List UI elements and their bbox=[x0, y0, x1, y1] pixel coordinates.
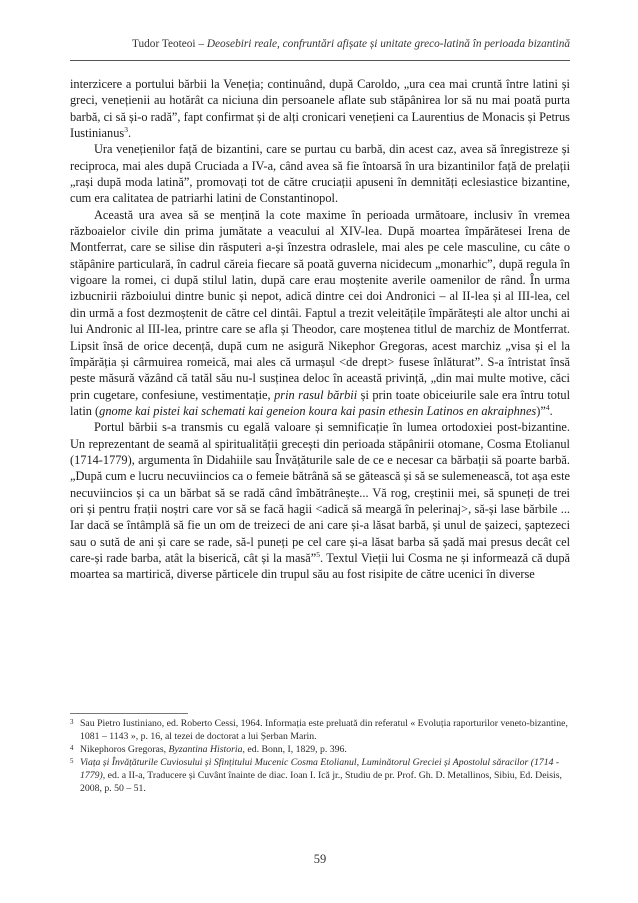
paragraph-4 bbox=[70, 419, 570, 582]
footnote-book-title: Viața și Învățăturile Cuviosului și Sfințitului Mucenic Cosma Etolianul, Luminătorul Greciei și Apostolul săracilor (1714 - 1779) bbox=[80, 756, 560, 781]
paragraph-text: . bbox=[127, 126, 132, 141]
footnote-book-title: Byzantina Historia bbox=[168, 743, 243, 755]
paragraph-text: . bbox=[549, 403, 553, 418]
running-header bbox=[70, 38, 570, 50]
footnote-ref-4[interactable]: 4 bbox=[545, 402, 550, 412]
main-text bbox=[70, 76, 570, 583]
footnote-3 bbox=[70, 718, 570, 744]
footnote-text: Nikephoros Gregoras, bbox=[80, 743, 169, 755]
paragraph-text: . Textul Vieții lui Cosma ne și informează că după moartea sa martirică, diverse părticele din trupul său au fost risipite de către ucenici în diverse bbox=[70, 550, 570, 582]
footnotes bbox=[70, 718, 570, 795]
footnote-ref-5[interactable]: 5 bbox=[316, 549, 320, 559]
footnote-number: 5 bbox=[70, 756, 74, 765]
footnote-number: 3 bbox=[70, 718, 74, 726]
paragraph-text: interzicere a portului bărbii la Veneția; continuând, după Caroldo, „ura cea mai cruntă între latini și greci, venețienii au hotărât ca niciuna din persoanele aflate sub stăpânirea lor să nu mai poată purta barbă, ci să și-o radă”, fapt confirmat și de alți cronicari venețieni ca Laurentius de Monacis și Petrus Iustinianus bbox=[70, 77, 570, 141]
page-number: 59 bbox=[313, 852, 327, 866]
footnote-separator bbox=[70, 713, 188, 714]
paragraph-text: și prin toate obiceiurile sale era întru totul latin ( bbox=[70, 387, 570, 418]
greek-transliteration: gnome kai pistei kai schemati kai geneion koura kai pasin ethesin Latinos en akraiphnes bbox=[99, 403, 537, 418]
header-author: Tudor Teoteoi – bbox=[132, 38, 207, 50]
footnote-number: 4 bbox=[70, 743, 74, 752]
paragraph-1 bbox=[70, 76, 570, 141]
footnote-4 bbox=[70, 744, 570, 757]
footnote-text: , ed. Bonn, I, 1829, p. 396. bbox=[242, 743, 347, 755]
footnote-ref-3[interactable]: 3 bbox=[124, 124, 128, 134]
footnote-text: Sau Pietro Iustiniano, ed. Roberto Cessi, 1964. Informația este preluată din referatul « Evoluția raporturilor veneto-bizantine, 1081 – 1143 », p. 16, al tezei de doctorat a lui Șerban Marin. bbox=[80, 718, 568, 742]
paragraph-text: Portul bărbii s-a transmis cu egală valoare și semnificație în lumea ortodoxiei post-bizantine. Un reprezentant de seamă al spiritualității grecești din perioada stăpânirii otomane, Cosma Etolianul (1714-1779), argumenta în Didahiile sau Învățăturile sale de ce e necesar ca bărbații să poarte barbă. „După cum e lucru necuviincios ca o femeie bătrână să se gătească și să se sulemenească, tot așa este necuviincios și ca un bărbat să se radă când îmbătrânește... Vă rog, creștinii mei, să spuneți de trei ori și pentru frații noștri care vor să se facă hagii <adică să meargă în pelerinaj>, să-și lase bărbile ... Iar dacă se întâmplă să fie un om de treizeci de ani care și-a lăsat barbă, și unul de șaizeci, șaptezeci sau o sută de ani și care se rade, să-l puneți pe cel care și-a lăsat barba să șadă mai presus decât cel care-și rade barba, atât la biserică, cât și la masă” bbox=[70, 420, 570, 565]
paragraph-3 bbox=[70, 207, 570, 419]
paragraph-text: )” bbox=[536, 403, 546, 418]
footnote-5 bbox=[70, 757, 570, 796]
paragraph-2 bbox=[70, 141, 570, 206]
header-title: Deosebiri reale, confruntări afișate și unitate greco-latină în perioada bizantină bbox=[206, 38, 570, 50]
header-rule bbox=[70, 60, 570, 61]
paragraph-text: Această ura avea să se mențină la cote maxime în perioada următoare, inclusiv în vremea războaielor civile din prima jumătate a veacului al XIV-lea. După moartea împărătesei Irena de Montferrat, care se silise din răsputeri a-și înzestra odraslele, mai ales pe cele masculine, cu câte o stăpânire particulară, în cadrul căreia fiecare să poată guverna nicidecum „monarhic”, după regula în vigoare la romei, ci după stilul latin, după care erau moștenite averile oamenilor de rând. În urma izbucnirii războiului dintre bunic și nepot, adică dintre cei doi Andronici – al II-lea și al III-lea, cel din urmă a fost dezmoștenit de către cel dintâi. Faptul a trezit veleitățile împărătești ale altor unchi ai lui Andronic al III-lea, printre care se afla și Theodor, care moștenea titlul de marchiz de Montferrat. Lipsit însă de orice decență, după cum ne asigură Nikephor Gregoras, acest marchiz „visa și el la împărăția și cârmuirea romeică, mai ales că urmașul <de drept> fusese înlăturat”. S-a întristat însă peste măsură văzând că tatăl său nu-l susținea deloc în această privință, „din mai multe motive, căci prin cugetare, confesiune, vestimentație, bbox=[70, 207, 570, 402]
italic-phrase: prin rasul bărbii bbox=[274, 387, 358, 402]
footnote-text: , ed. a II-a, Traducere și Cuvânt înainte de diac. Ioan I. Ică jr., Studiu de pr. Prof. Gh. D. Metallinos, Sibiu, Ed. Deisis, 2008, p. 50 – 51. bbox=[80, 769, 562, 794]
paragraph-text: Ura venețienilor față de bizantini, care se purtau cu barbă, din acest caz, avea să înregistreze și reciproca, mai ales după Cruciada a IV-a, când avea să fie întoarsă în ura bizantinilor față de prelații „rași după moda latină”, promovați tot de către cruciații apuseni în demnități eclesiastice bizantine, cum era calitatea de patriarhi latini de Constantinopol. bbox=[70, 142, 570, 206]
